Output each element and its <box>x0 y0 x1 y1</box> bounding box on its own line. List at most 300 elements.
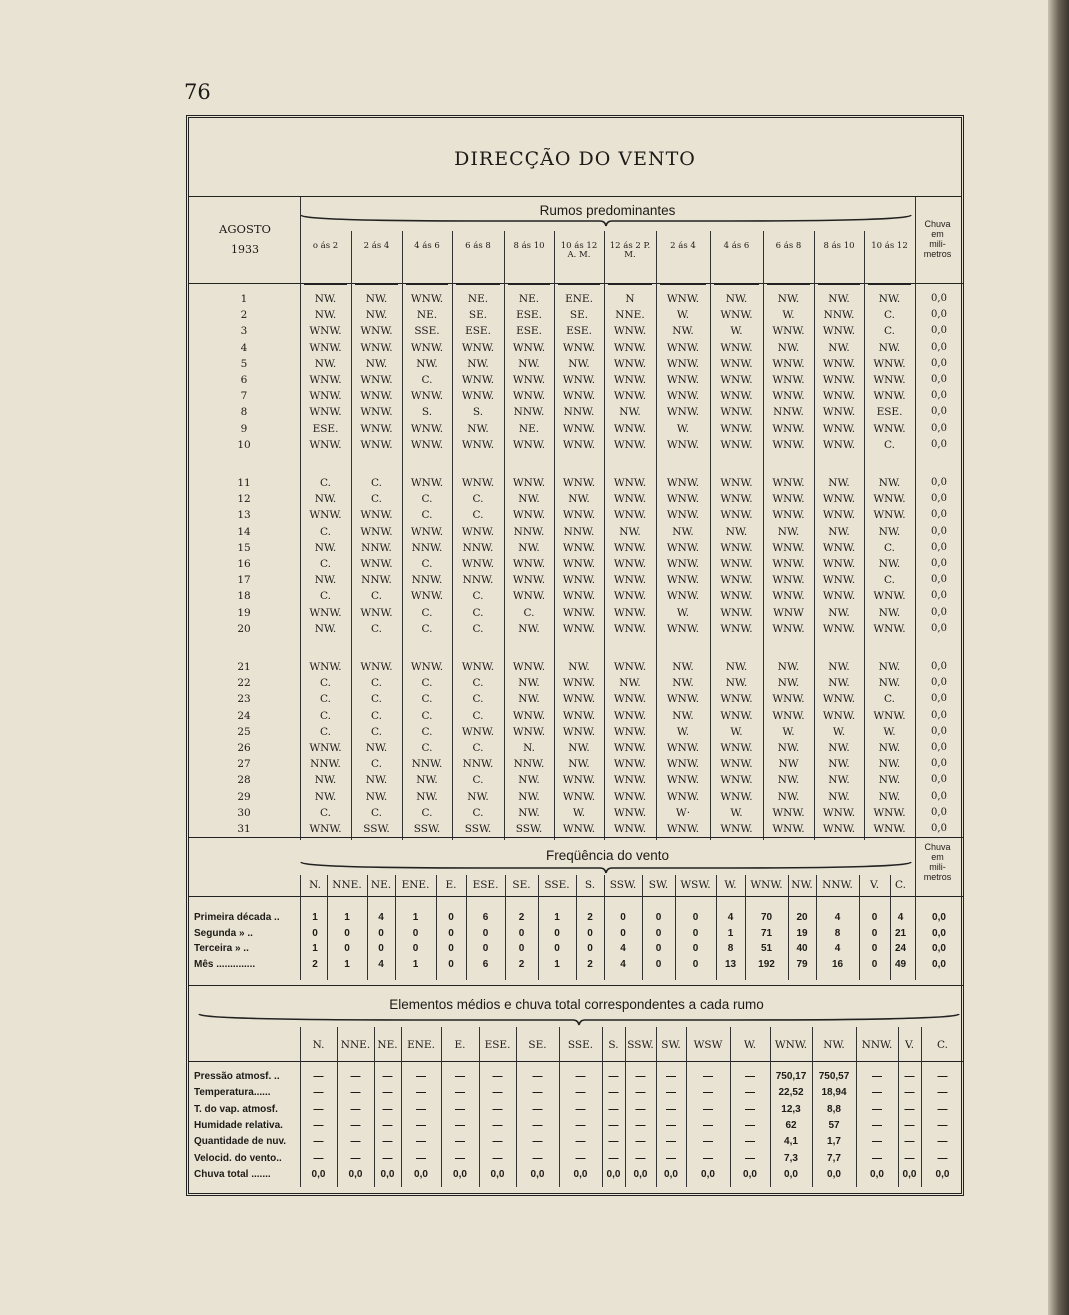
elements-value: — <box>635 1071 646 1082</box>
wind-direction-cell: WNW. <box>562 541 596 554</box>
wind-direction-cell: WNW. <box>720 774 753 787</box>
wind-direction-cell: NW. <box>672 525 694 538</box>
wind-direction-cell: C. <box>472 742 484 754</box>
wind-direction-cell: NW. <box>828 525 850 538</box>
day-number: 11 <box>237 477 251 489</box>
wind-direction-cell: WNW. <box>666 293 700 305</box>
wind-direction-cell: C. <box>472 709 484 722</box>
elements-column-header: E. <box>454 1039 466 1051</box>
wind-direction-cell: NW. <box>416 774 438 787</box>
wind-direction-cell: C. <box>472 774 484 787</box>
elements-value: — <box>703 1152 713 1164</box>
frequency-column-header: ESE. <box>472 879 499 891</box>
rumos-group-label: Rumos predominantes <box>539 203 676 218</box>
elements-value: — <box>937 1119 948 1131</box>
frequency-value: 21 <box>894 927 907 939</box>
wind-direction-cell: NW. <box>777 790 800 803</box>
body-divider <box>915 283 916 840</box>
elements-value: 0,0 <box>902 1168 917 1180</box>
wind-direction-cell: NW. <box>828 790 850 803</box>
elements-value: — <box>608 1119 619 1131</box>
wind-direction-cell: WNW. <box>873 823 906 835</box>
frequency-value: 1 <box>344 912 350 923</box>
wind-direction-cell: NW. <box>878 606 901 619</box>
elements-column-header: WNW. <box>774 1039 808 1051</box>
wind-direction-cell: C. <box>320 693 331 706</box>
wind-direction-cell: NE. <box>518 293 540 305</box>
wind-direction-cell: W. <box>730 725 743 738</box>
wind-direction-cell: NW. <box>518 693 540 706</box>
frequency-value: 1 <box>312 912 318 923</box>
wind-direction-cell: WNW. <box>772 806 805 819</box>
elements-value: 7,7 <box>827 1152 841 1164</box>
rain-cell: 0,0 <box>931 758 947 770</box>
wind-direction-cell: C. <box>421 806 433 819</box>
month-label: AGOSTO <box>219 222 271 236</box>
wind-direction-cell: WNW. <box>360 509 393 522</box>
wind-direction-cell: NW. <box>828 774 850 787</box>
frequency-brace <box>300 860 912 874</box>
wind-direction-cell: WNW. <box>666 541 700 554</box>
wind-direction-cell: WNW. <box>666 574 700 587</box>
wind-direction-cell: W. <box>676 309 690 322</box>
wind-direction-cell: WNW. <box>873 422 906 435</box>
wind-direction-cell: WNW. <box>873 509 906 522</box>
day-number: 7 <box>240 390 248 403</box>
wind-direction-cell: NW. <box>314 493 337 506</box>
elements-value: 0,0 <box>701 1168 715 1180</box>
wind-direction-cell: NNW. <box>361 574 392 587</box>
wind-direction-cell: S. <box>421 406 433 419</box>
elements-column-header: SSW. <box>627 1039 654 1051</box>
elements-row-label: Temperatura...... <box>194 1087 271 1099</box>
wind-direction-cell: WNW. <box>613 325 647 338</box>
period-divider <box>710 231 711 283</box>
wind-direction-cell: W. <box>676 422 690 435</box>
wind-direction-cell: NNW. <box>563 406 595 419</box>
frequency-value: 2 <box>587 958 593 970</box>
wind-direction-cell: C. <box>421 374 433 386</box>
elements-value: — <box>575 1119 586 1131</box>
period-body-divider <box>351 283 352 840</box>
wind-direction-cell: NNW. <box>462 758 494 771</box>
wind-direction-cell: WNW. <box>822 574 856 587</box>
wind-direction-cell: WNW. <box>309 438 342 451</box>
frequency-value: 0 <box>587 927 593 939</box>
wind-direction-cell: WNW. <box>512 509 546 522</box>
elements-value: — <box>904 1152 915 1164</box>
elements-value: — <box>872 1119 882 1131</box>
frequency-value: 0 <box>412 943 419 954</box>
wind-direction-cell: WNW. <box>720 742 753 754</box>
day-number: 12 <box>237 493 251 506</box>
frequency-column-header: NW. <box>791 879 813 891</box>
wind-direction-cell: NW. <box>777 293 800 305</box>
wind-direction-cell: WNW. <box>613 806 647 819</box>
frequency-value: 19 <box>796 927 808 939</box>
wind-direction-cell: WNW. <box>720 622 753 635</box>
elements-value: — <box>416 1071 426 1082</box>
freq-rain-header-line: em <box>931 852 944 862</box>
wind-direction-cell: WNW. <box>873 390 906 403</box>
wind-direction-cell: NW <box>778 758 799 771</box>
elements-value: 0,0 <box>827 1168 841 1180</box>
frequency-value: 0 <box>448 912 454 923</box>
wind-direction-cell: C. <box>320 709 331 722</box>
elements-row-label: Humidade relativa. <box>194 1119 283 1131</box>
wind-direction-cell: NW. <box>518 622 540 635</box>
frequency-value: 2 <box>312 958 318 970</box>
wind-direction-cell: WNW. <box>562 374 596 386</box>
period-underline <box>456 283 500 285</box>
wind-direction-cell: WNW. <box>772 541 805 554</box>
elements-value: — <box>532 1087 543 1099</box>
wind-direction-cell: NW. <box>314 790 337 803</box>
frequency-value: 2 <box>587 912 593 923</box>
wind-direction-cell: NW. <box>672 325 694 338</box>
day-number: 3 <box>240 325 248 338</box>
wind-direction-cell: WNW. <box>613 709 647 722</box>
elements-value: — <box>745 1136 755 1148</box>
wind-direction-cell: NW. <box>568 357 590 370</box>
wind-direction-cell: WNW. <box>720 758 753 771</box>
frequency-value: 0 <box>448 927 454 939</box>
elements-value: — <box>382 1103 393 1115</box>
wind-direction-cell: C. <box>371 725 382 738</box>
wind-direction-cell: WNW. <box>512 374 546 386</box>
elements-value: — <box>745 1103 755 1115</box>
section-rule-2 <box>189 985 964 986</box>
wind-direction-cell: NW. <box>467 790 489 803</box>
wind-direction-cell: NW. <box>828 341 850 354</box>
frequency-value: 51 <box>760 943 773 954</box>
rain-header-line: mili- <box>929 239 946 249</box>
elements-value: — <box>575 1103 586 1115</box>
period-body-divider <box>402 283 403 840</box>
wind-direction-cell: WNW. <box>720 357 753 370</box>
wind-direction-cell: W. <box>782 725 795 738</box>
rain-cell: 0,0 <box>931 422 947 434</box>
day-number: 25 <box>237 725 251 738</box>
wind-direction-cell: NW. <box>518 774 540 787</box>
wind-direction-cell: WNW. <box>360 374 393 386</box>
wind-direction-cell: C. <box>884 438 895 451</box>
elements-row-label: Quantidade de nuv. <box>194 1136 287 1148</box>
wind-direction-cell: WNW. <box>613 357 647 370</box>
elements-row-label: T. do vap. atmosf. <box>194 1103 278 1115</box>
wind-direction-cell: NW. <box>777 661 800 673</box>
wind-direction-cell: ENE. <box>565 293 593 305</box>
elements-value: 750,17 <box>775 1071 807 1082</box>
rain-header-line: Chuva <box>924 219 951 229</box>
period-underline <box>508 283 550 285</box>
elements-value: — <box>937 1087 948 1099</box>
wind-direction-cell: WNW. <box>666 774 700 787</box>
wind-direction-cell: WNW. <box>772 422 805 435</box>
wind-direction-cell: C. <box>320 725 331 738</box>
frequency-value: 0 <box>871 943 878 954</box>
elements-value: 0,0 <box>606 1168 621 1180</box>
frequency-value: 0 <box>620 912 626 923</box>
elements-value: — <box>608 1136 619 1148</box>
wind-direction-cell: C. <box>421 742 433 754</box>
day-number: 10 <box>237 438 251 451</box>
wind-direction-cell: NW. <box>568 742 590 754</box>
period-header: 2 ás 4 <box>363 241 390 251</box>
day-number: 6 <box>240 374 248 386</box>
wind-direction-cell: W. <box>832 725 846 738</box>
elements-value: — <box>492 1136 503 1148</box>
wind-direction-cell: SSW. <box>363 823 390 835</box>
elements-value: — <box>635 1136 646 1148</box>
period-body-divider <box>814 283 815 840</box>
wind-direction-cell: WNW. <box>822 558 856 570</box>
frequency-value: 1 <box>412 912 419 923</box>
period-body-divider <box>763 283 764 840</box>
frequency-column-header: ENE. <box>401 879 430 891</box>
wind-direction-cell: WNW. <box>822 390 856 403</box>
frequency-value: 0 <box>344 943 350 954</box>
wind-direction-cell: N <box>625 293 635 305</box>
wind-direction-cell: ESE. <box>465 325 491 338</box>
wind-direction-cell: NW. <box>365 742 388 754</box>
frequency-value: 71 <box>760 927 773 939</box>
frequency-value: 0 <box>518 927 525 939</box>
wind-direction-cell: C. <box>421 558 433 570</box>
elements-value: 57 <box>828 1119 840 1131</box>
elements-value: — <box>666 1071 676 1082</box>
frequency-value: 0 <box>655 927 662 939</box>
wind-direction-cell: NW. <box>672 677 694 690</box>
wind-direction-cell: WNW. <box>512 477 546 489</box>
elements-value: — <box>532 1071 543 1082</box>
elements-value: — <box>416 1087 426 1099</box>
wind-direction-cell: C. <box>371 693 382 706</box>
elements-value: — <box>382 1087 393 1099</box>
elements-value: — <box>872 1087 882 1099</box>
elements-value: — <box>455 1103 465 1115</box>
period-header: 6 ás 8 <box>465 241 491 251</box>
wind-direction-cell: WNW. <box>360 341 393 354</box>
day-number: 28 <box>237 774 251 787</box>
elements-value: — <box>455 1119 465 1131</box>
wind-direction-cell: C. <box>421 622 433 635</box>
elements-column-header: S. <box>608 1039 619 1051</box>
wind-direction-cell: WNW. <box>822 374 856 386</box>
elements-value: — <box>492 1087 503 1099</box>
frequency-value: 16 <box>831 958 844 970</box>
frequency-value: 0 <box>871 958 878 970</box>
wind-direction-cell: C. <box>421 677 433 690</box>
period-underline <box>406 283 448 285</box>
frequency-value: 0 <box>871 912 878 923</box>
elements-value: — <box>872 1152 882 1164</box>
wind-direction-cell: WNW. <box>720 406 753 419</box>
elements-column-header: ENE. <box>407 1039 435 1051</box>
wind-direction-cell: WNW. <box>360 406 393 419</box>
frequency-row-label: Segunda » .. <box>194 927 253 939</box>
wind-direction-cell: WNW. <box>461 558 495 570</box>
wind-direction-cell: WNW. <box>309 742 342 754</box>
wind-direction-cell: NW. <box>672 661 694 673</box>
wind-direction-cell: WNW. <box>410 590 444 603</box>
wind-direction-cell: NW. <box>314 574 337 587</box>
elements-value: — <box>455 1152 465 1164</box>
wind-direction-cell: WNW. <box>461 725 495 738</box>
wind-direction-cell: WNW. <box>613 422 647 435</box>
frequency-value: 13 <box>724 958 737 970</box>
wind-direction-cell: WNW. <box>772 374 805 386</box>
rumos-brace <box>300 213 912 227</box>
frequency-value: 0 <box>692 958 699 970</box>
wind-direction-cell: WNW. <box>772 325 805 338</box>
wind-direction-cell: WNW. <box>410 422 444 435</box>
wind-direction-cell: WNW. <box>562 390 596 403</box>
wind-direction-cell: NE. <box>467 293 489 305</box>
elements-value: — <box>350 1071 361 1082</box>
frequency-value: 0 <box>518 943 525 954</box>
wind-direction-cell: WNW. <box>613 790 647 803</box>
rain-cell: 0,0 <box>931 541 947 553</box>
frequency-value: 4 <box>378 912 384 923</box>
elements-value: — <box>608 1103 619 1115</box>
period-header: 4 ás 6 <box>723 241 750 251</box>
frequency-value: 0 <box>655 958 662 970</box>
wind-direction-cell: NW. <box>365 774 388 787</box>
rain-cell: 0,0 <box>931 677 947 689</box>
elements-value: — <box>455 1136 465 1148</box>
frequency-row-label: Primeira década .. <box>194 912 280 923</box>
rain-cell: 0,0 <box>931 309 947 321</box>
elements-value: — <box>872 1071 882 1082</box>
header-divider <box>915 197 916 283</box>
period-underline <box>818 283 860 285</box>
elements-value: — <box>904 1071 915 1082</box>
period-divider <box>604 231 605 283</box>
frequency-value: 4 <box>620 958 626 970</box>
period-divider <box>402 231 403 283</box>
elements-value: — <box>313 1103 324 1115</box>
wind-direction-cell: NW. <box>518 541 540 554</box>
wind-direction-cell: NW. <box>777 341 800 354</box>
wind-direction-cell: WNW. <box>613 823 647 835</box>
wind-direction-cell: NNW. <box>411 758 443 771</box>
frequency-value: 4 <box>834 912 841 923</box>
frequency-value: 6 <box>482 958 489 970</box>
wind-direction-cell: NW. <box>518 677 540 690</box>
wind-direction-cell: WNW. <box>720 606 753 619</box>
wind-direction-cell: WNW. <box>562 774 596 787</box>
wind-direction-cell: NNW. <box>411 541 443 554</box>
wind-direction-cell: WNW. <box>562 606 596 619</box>
period-header: 6 ás 8 <box>775 241 802 251</box>
wind-direction-cell: C. <box>472 622 484 635</box>
elements-value: — <box>382 1136 393 1148</box>
elements-value: — <box>313 1136 324 1148</box>
wind-direction-cell: NW. <box>568 758 590 771</box>
wind-direction-cell: WNW. <box>360 606 393 619</box>
frequency-value: 8 <box>834 927 841 939</box>
rain-cell: 0,0 <box>931 606 947 618</box>
wind-direction-cell: WNW. <box>873 374 906 386</box>
elements-value: — <box>666 1136 676 1148</box>
elements-value: 0,0 <box>633 1168 648 1180</box>
wind-direction-cell: WNW. <box>613 725 647 738</box>
elements-value: — <box>416 1119 426 1131</box>
day-number: 18 <box>237 590 251 603</box>
wind-direction-cell: WNW. <box>822 541 856 554</box>
wind-direction-cell: WNW. <box>772 693 805 706</box>
elements-value: 0,0 <box>348 1168 363 1180</box>
wind-direction-cell: NW. <box>365 790 388 803</box>
elements-value: — <box>532 1119 543 1131</box>
wind-direction-cell: C. <box>421 493 433 506</box>
wind-direction-cell: NW. <box>777 742 800 754</box>
elements-title: Elementos médios e chuva total correspondentes a cada rumo <box>389 997 764 1012</box>
wind-direction-cell: WNW. <box>613 774 647 787</box>
day-number: 14 <box>237 525 251 538</box>
elements-value: — <box>492 1152 503 1164</box>
wind-direction-cell: NNW. <box>513 525 545 538</box>
wind-direction-cell: WNW. <box>562 693 596 706</box>
wind-direction-cell: WNW. <box>613 509 647 522</box>
wind-direction-cell: WNW <box>773 606 804 619</box>
day-number: 29 <box>237 790 251 803</box>
day-number: 17 <box>237 574 251 587</box>
wind-direction-cell: WNW. <box>666 493 700 506</box>
wind-direction-cell: W. <box>883 725 896 738</box>
frequency-value: 0 <box>554 943 560 954</box>
wind-direction-cell: W. <box>730 806 743 819</box>
rain-cell: 0,0 <box>931 661 947 672</box>
wind-direction-cell: SSW. <box>413 823 441 835</box>
wind-direction-cell: NW. <box>777 774 800 787</box>
wind-direction-cell: WNW. <box>562 709 596 722</box>
elements-value: — <box>666 1152 676 1164</box>
elements-value: 0,0 <box>935 1168 950 1180</box>
elements-value: — <box>455 1087 465 1099</box>
frequency-value: 0 <box>482 927 489 939</box>
wind-direction-cell: NNW. <box>513 758 545 771</box>
frequency-column-header: SW. <box>648 879 669 891</box>
wind-direction-cell: WNW. <box>512 590 546 603</box>
wind-direction-cell: C. <box>884 541 895 554</box>
wind-direction-cell: NW. <box>777 677 800 690</box>
frequency-value: 0 <box>692 912 699 923</box>
elements-value: 0,0 <box>870 1168 884 1180</box>
elements-value: — <box>313 1087 324 1099</box>
elements-value: — <box>382 1071 393 1082</box>
elements-value: 750,57 <box>818 1071 850 1082</box>
elements-value: — <box>937 1152 948 1164</box>
elements-value: — <box>455 1071 465 1082</box>
frequency-value: 1 <box>554 958 560 970</box>
wind-direction-cell: WNW. <box>562 509 596 522</box>
day-number: 22 <box>237 677 251 690</box>
elements-value: — <box>745 1087 755 1099</box>
wind-direction-cell: WNW. <box>360 558 393 570</box>
wind-direction-cell: C. <box>884 309 895 322</box>
wind-direction-cell: WNW. <box>873 622 906 635</box>
wind-direction-cell: C. <box>421 606 433 619</box>
wind-direction-cell: C. <box>320 558 331 570</box>
wind-direction-cell: NNW. <box>361 541 392 554</box>
wind-direction-cell: NW. <box>878 742 901 754</box>
elements-value: — <box>937 1071 948 1082</box>
wind-direction-cell: W. <box>730 325 743 338</box>
wind-direction-cell: WNW. <box>613 558 647 570</box>
frequency-column-header: SE. <box>512 879 531 891</box>
